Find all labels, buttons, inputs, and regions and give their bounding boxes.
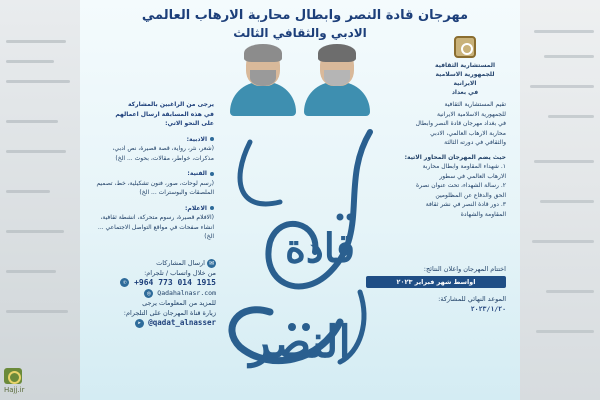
axes-heading: حيث يضم المهرجان المحاور الاتية: (404, 153, 506, 161)
calligraphy-artwork (220, 122, 390, 382)
section-line: الملصقات والبوسترات ... الخ) (139, 189, 214, 196)
participation-intro: على النحو الاتي: (165, 120, 214, 127)
portrait-figure-right (302, 44, 372, 116)
globe-icon: ◎ (144, 289, 153, 298)
site-watermark (4, 368, 44, 394)
axis-line: الحق والدفاع عن المظلومين (435, 191, 506, 199)
organizer-name-3: في بغداد (451, 89, 479, 96)
dates-block (366, 264, 506, 314)
intro-column (374, 100, 506, 219)
section-line: انشاء صفحات في مواقع التواصل الاجتماعي ... الخ) (97, 223, 214, 240)
festival-poster (80, 0, 520, 400)
closing-label: اختتام المهرجان واعلان النتائج: (423, 265, 506, 273)
background-left-document (0, 0, 80, 400)
visit-channel-label: زيارة قناة المهرجان على التلجرام: (123, 309, 216, 317)
organizer-logo-block (424, 36, 506, 97)
more-info-label: للمزيد من المعلومات يرجى (142, 299, 216, 307)
website-link[interactable]: ◎ Qadahalnasr.com (88, 288, 216, 298)
deadline-date: ٢٠٢٣/١/٢٠ (470, 305, 506, 313)
whatsapp-icon: ✆ (120, 278, 129, 287)
calligraphy-word-2: النصر (249, 317, 351, 368)
bullet-icon (210, 172, 214, 176)
section-line: (الافلام قصيرة، رسوم متحركة، انشطة ثقافية، (100, 214, 214, 221)
intro-line: والثقافي في دورته الثالثة (444, 139, 506, 146)
axis-line: ٢. رسالة الشهداء، تحت عنوان نصرة (416, 182, 506, 189)
organizer-name-1: المستشارية الثقافية (434, 62, 496, 69)
intro-line: في بغداد مهرجان قادة النصر وابطال (415, 120, 506, 127)
axis-line: المقاومة والشهادة (460, 210, 506, 218)
intro-line: تقيم المستشارية الثقافية (444, 101, 506, 108)
bullet-icon (210, 206, 214, 210)
via-label: من خلال واتساب / تلجرام: (144, 269, 216, 277)
participation-intro: في هذه المسابقة ارسال اعمالهم (115, 110, 214, 118)
telegram-icon: ➤ (135, 319, 144, 328)
intro-line: للجمهورية الاسلامية الايرانية (437, 110, 506, 118)
contact-block (88, 258, 216, 328)
bullet-icon (210, 137, 214, 141)
send-label: ✉ارسال المشاركات (156, 259, 215, 267)
section-line: (شعر، نثر، رواية، قصة قصيرة، نص ادبي، (112, 145, 214, 152)
participation-intro: يرجى من الراغبين بالمشاركة (128, 101, 214, 108)
poster-title: مهرجان قادة النصر وابطال محاربة الارهاب العالمي (141, 8, 469, 23)
section-line: مذكرات، خواطر، مقالات، بحوث ... الخ) (115, 154, 214, 162)
deadline-label: الموعد النهائي للمشاركة: (438, 295, 506, 303)
phone-number[interactable]: ✆ +964 773 014 1915 (88, 278, 216, 288)
closing-date-badge: اواسط شهر فبراير ٢٠٢٣ (366, 276, 506, 288)
intro-line: محاربة الارهاب العالمي، الادبي (430, 129, 506, 137)
participation-column (88, 100, 214, 242)
section-heading-art: الفنية: (88, 169, 214, 179)
section-line: (رسم لوحات، صور، فنون تشكيلية، خط، تصميم (96, 179, 214, 187)
section-heading-literary: الادبية: (88, 135, 214, 145)
axis-line: ١. شهداء المقاومة وابطال محاربة (422, 163, 506, 170)
calligraphy-word-1: قادة (284, 225, 356, 272)
portrait-figure-left (228, 44, 298, 116)
watermark-text: Hajj.ir (4, 386, 25, 394)
section-heading-media: الاعلام: (88, 204, 214, 214)
send-icon: ✉ (208, 259, 215, 267)
hajj-logo-icon (4, 368, 22, 384)
portrait-illustration (228, 44, 378, 116)
organizer-emblem-icon (454, 36, 476, 58)
poster-subtitle: الادبي والثقافي الثالث (233, 26, 367, 40)
axis-line: الارهاب العالمي في سطور (439, 172, 506, 180)
background-right-document (520, 0, 600, 400)
telegram-handle[interactable]: ➤ @qadat_alnasser (88, 318, 216, 328)
organizer-name-2: للجمهورية الاسلامية الايرانية (435, 71, 495, 87)
axis-line: ٣. دور قادة النصر في نشر ثقافة (425, 201, 506, 208)
